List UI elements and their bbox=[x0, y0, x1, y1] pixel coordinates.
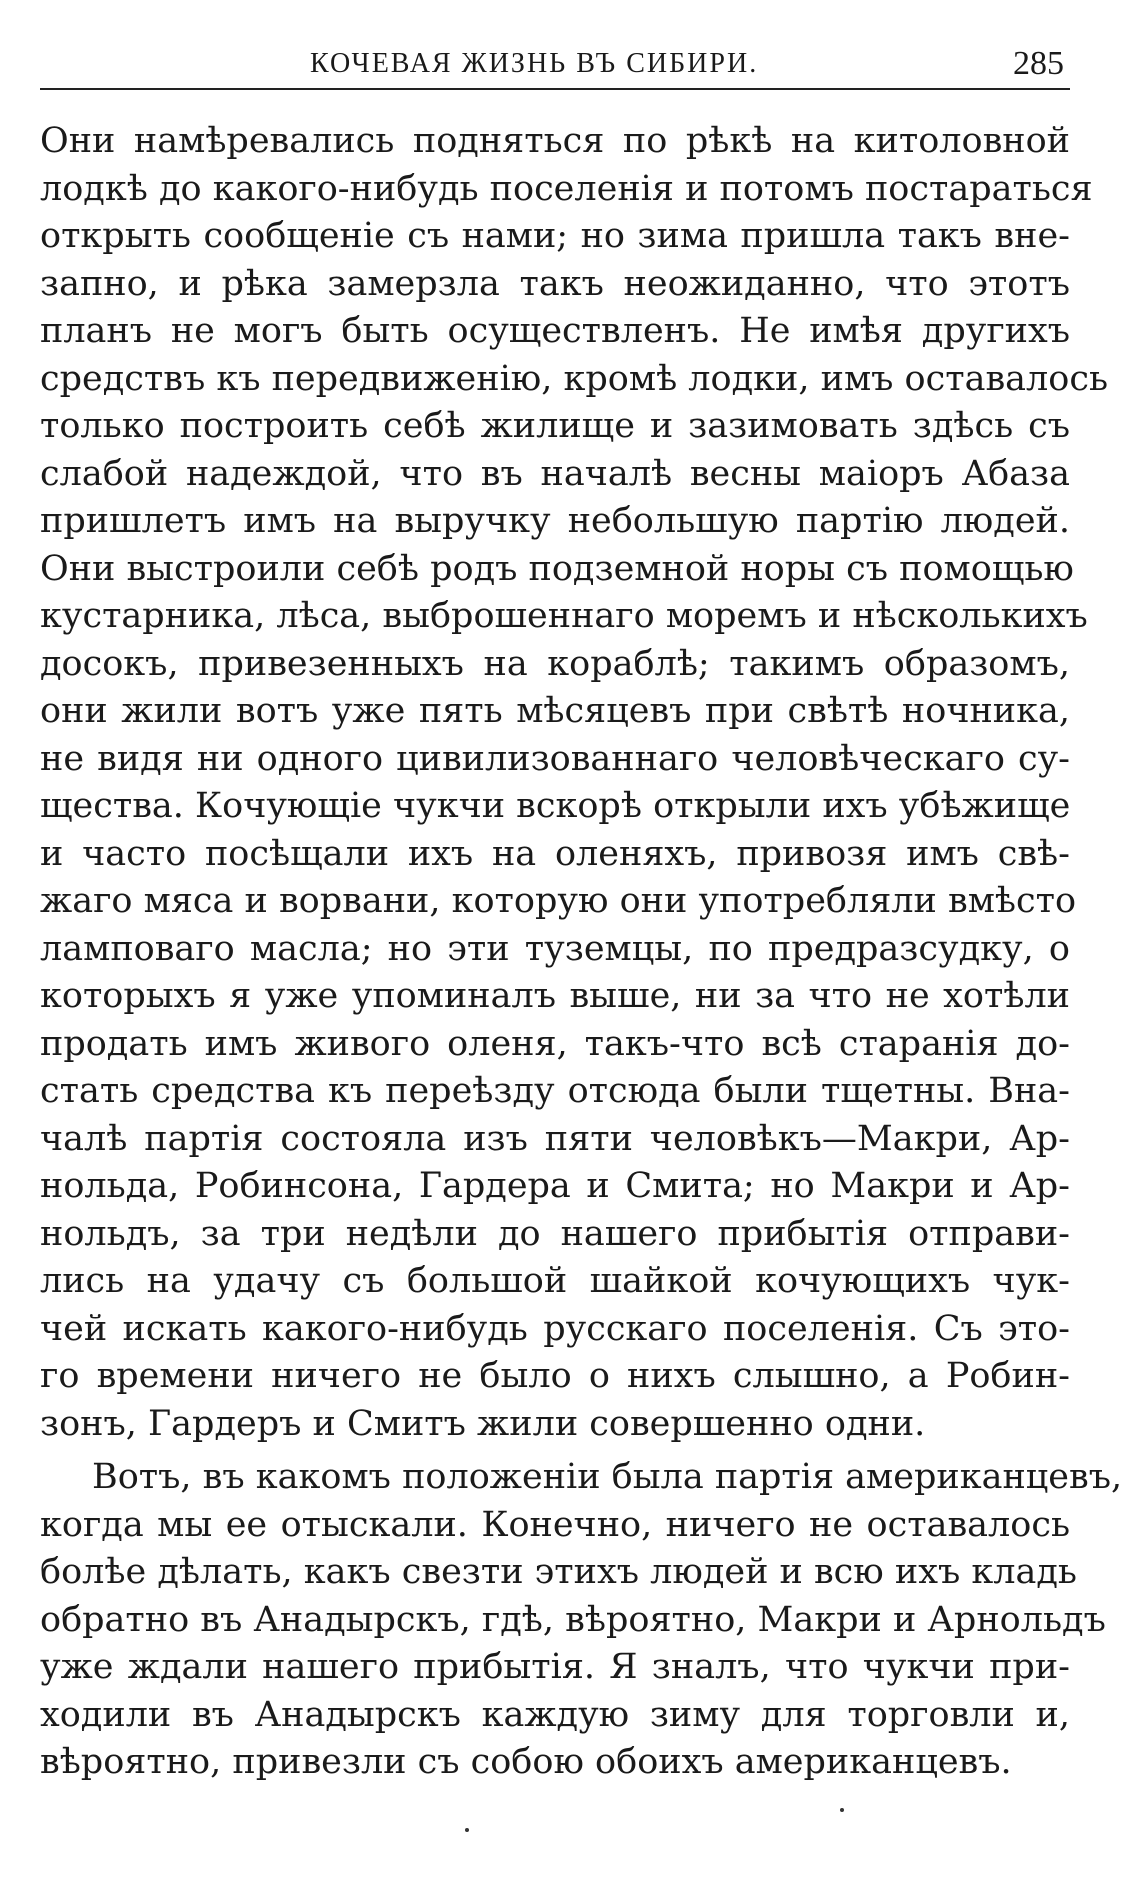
text-line: чалѣ партія состояла изъ пяти человѣкъ—Макри, Ар- bbox=[40, 1118, 1070, 1159]
text-line: жаго мяса и ворвани, которую они употребляли вмѣсто bbox=[40, 881, 1077, 921]
page-number: 285 bbox=[1013, 45, 1064, 82]
text-line: уже ждали нашего прибытія. Я зналъ, что чукчи при- bbox=[40, 1647, 1070, 1687]
text-line: ламповаго масла; но эти туземцы, по предразсудку, о bbox=[40, 928, 1070, 969]
book-page bbox=[40, 38, 1123, 1848]
paragraph-2 bbox=[40, 1454, 1123, 1787]
text-line: Вотъ, въ какомъ положеніи была партія американцевъ, bbox=[92, 1457, 1123, 1497]
text-line: нольдъ, за три недѣли до нашего прибытія отправи- bbox=[40, 1213, 1070, 1254]
ink-speck bbox=[465, 1828, 469, 1832]
text-line: планъ не могъ быть осуществленъ. Не имѣя другихъ bbox=[40, 311, 1070, 351]
text-line: и часто посѣщали ихъ на оленяхъ, привозя имъ свѣ- bbox=[40, 833, 1070, 874]
text-line: чей искать какого-нибудь русскаго поселенія. Съ это- bbox=[40, 1308, 1070, 1349]
text-line: досокъ, привезенныхъ на кораблѣ; такимъ образомъ, bbox=[40, 643, 1070, 684]
text-line: лись на удачу съ большой шайкой кочующихъ чук- bbox=[40, 1261, 1070, 1301]
running-title: КОЧЕВАЯ ЖИЗНЬ ВЪ СИБИРИ. bbox=[310, 48, 759, 79]
text-line: болѣе дѣлать, какъ свезти этихъ людей и всю ихъ кладь bbox=[40, 1552, 1077, 1592]
text-line: не видя ни одного цивилизованнаго человѣческаго су- bbox=[40, 738, 1070, 779]
text-line: зонъ, Гардеръ и Смитъ жили совершенно одни. bbox=[40, 1403, 926, 1444]
text-line: только построить себѣ жилище и зазимовать здѣсь съ bbox=[40, 406, 1070, 446]
text-line: го времени ничего не было о нихъ слышно, а Робин- bbox=[40, 1356, 1070, 1396]
running-header bbox=[40, 38, 1070, 90]
text-line: они жили вотъ уже пять мѣсяцевъ при свѣтѣ ночника, bbox=[40, 691, 1070, 731]
text-line: обратно въ Анадырскъ, гдѣ, вѣроятно, Макри и Арнольдъ bbox=[40, 1599, 1106, 1640]
text-line: средствъ къ передвиженію, кромѣ лодки, имъ оставалось bbox=[40, 358, 1108, 399]
text-line: нольда, Робинсона, Гардера и Смита; но Макри и Ар- bbox=[40, 1166, 1070, 1206]
text-line: слабой надеждой, что въ началѣ весны маіоръ Абаза bbox=[40, 453, 1070, 494]
ink-speck bbox=[840, 1808, 844, 1812]
text-line: лодкѣ до какого-нибудь поселенія и потомъ постараться bbox=[40, 168, 1093, 209]
text-line: запно, и рѣка замерзла такъ неожиданно, что этотъ bbox=[40, 263, 1070, 304]
paragraph-1 bbox=[40, 118, 1108, 1448]
text-line: которыхъ я уже упоминалъ выше, ни за что не хотѣли bbox=[40, 976, 1070, 1016]
text-line: кустарника, лѣса, выброшеннаго моремъ и нѣсколькихъ bbox=[40, 596, 1088, 636]
body-text bbox=[40, 118, 1123, 1787]
text-line: Они намѣревались подняться по рѣкѣ на китоловной bbox=[40, 121, 1070, 161]
text-line: стать средства къ переѣзду отсюда были тщетны. Вна- bbox=[40, 1071, 1070, 1111]
text-line: пришлетъ имъ на выручку небольшую партію людей. bbox=[40, 501, 1070, 541]
text-line: Они выстроили себѣ родъ подземной норы съ помощью bbox=[40, 548, 1074, 589]
text-line: вѣроятно, привезли съ собою обоихъ американцевъ. bbox=[40, 1742, 1012, 1782]
text-line: ходили въ Анадырскъ каждую зиму для торговли и, bbox=[40, 1694, 1070, 1735]
text-line: когда мы ее отыскали. Конечно, ничего не оставалось bbox=[40, 1504, 1070, 1545]
print-specks bbox=[40, 1808, 1070, 1868]
text-line: продать имъ живого оленя, такъ-что всѣ старанія до- bbox=[40, 1023, 1070, 1064]
text-line: открыть сообщеніе съ нами; но зима пришла такъ вне- bbox=[40, 216, 1070, 256]
text-line: щества. Кочующіе чукчи вскорѣ открыли ихъ убѣжище bbox=[40, 786, 1071, 826]
